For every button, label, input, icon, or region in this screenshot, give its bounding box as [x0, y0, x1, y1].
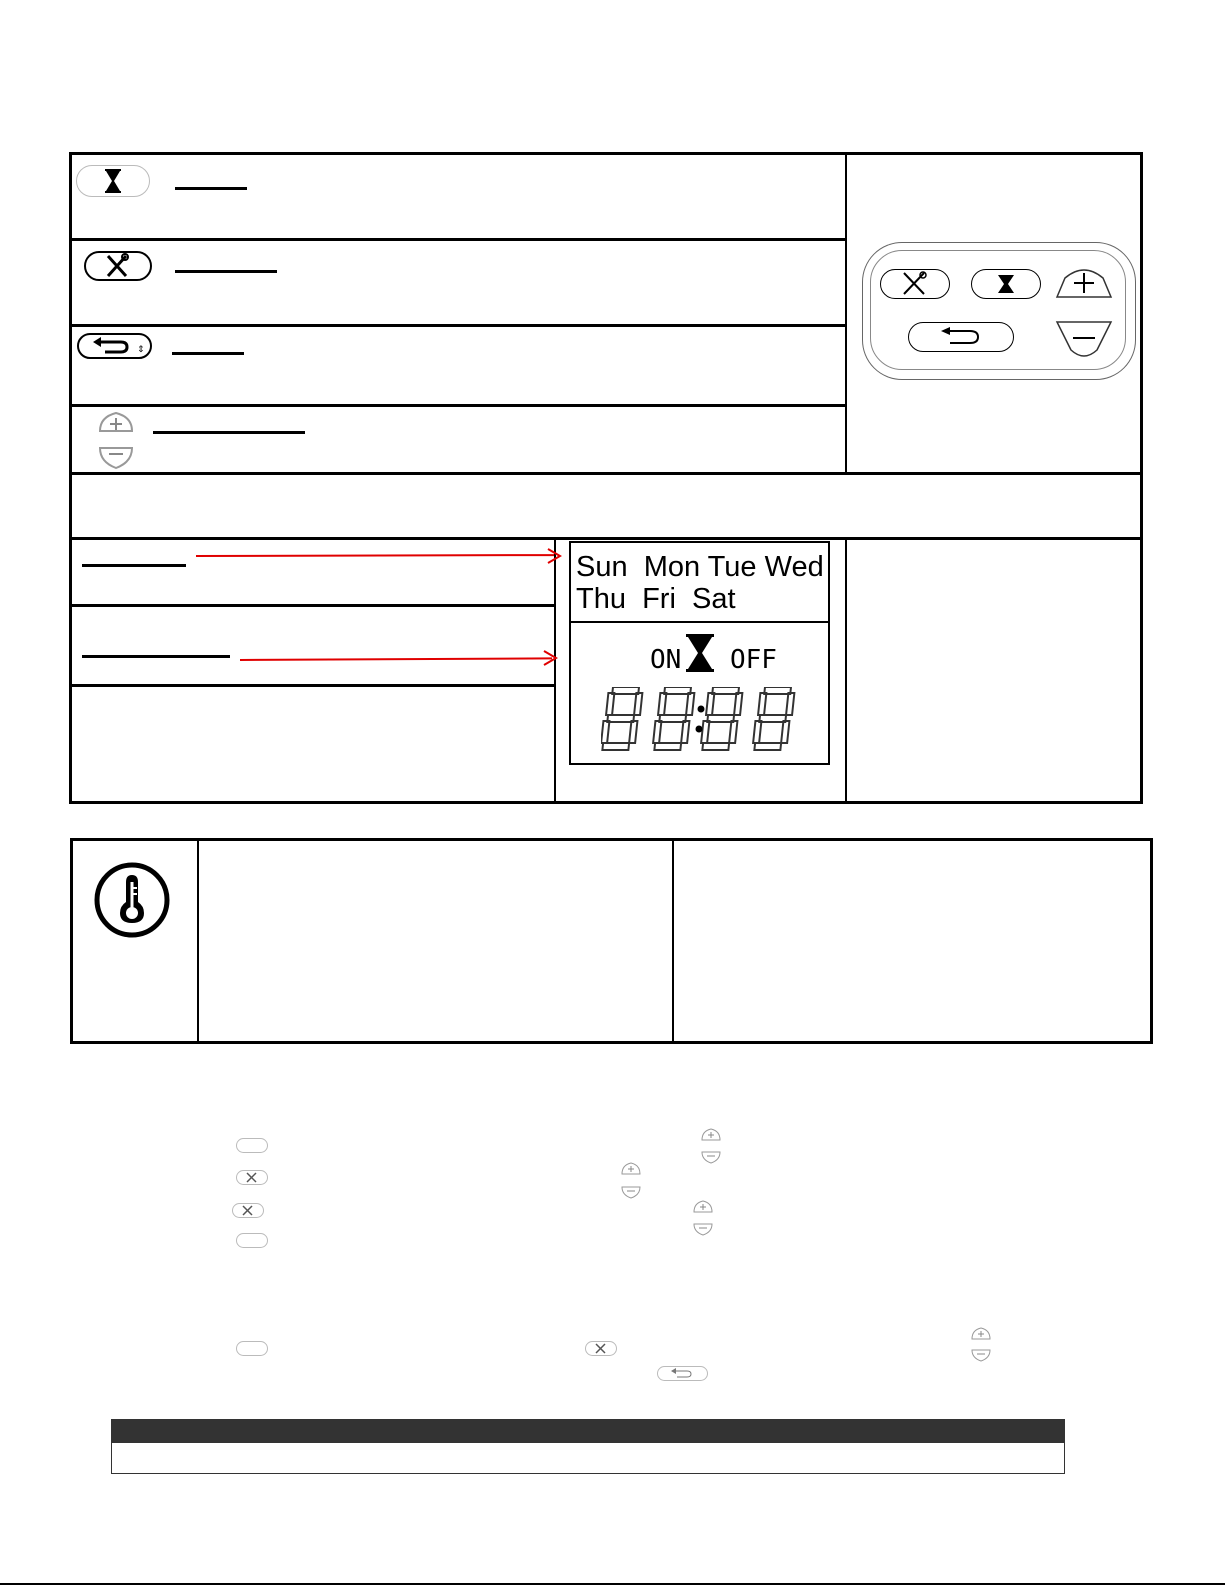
inline-plus-icon-1 — [700, 1127, 722, 1143]
table-divider-right — [845, 152, 847, 474]
lcd-days-row1: Sun Mon Tue Wed — [576, 551, 824, 583]
minus-icon[interactable] — [96, 442, 136, 472]
caution-table — [70, 838, 1153, 1044]
lcd-time-box — [569, 621, 830, 765]
lower-divider-a — [554, 537, 556, 804]
timer-label-underline — [175, 187, 247, 190]
back-button[interactable] — [77, 333, 152, 359]
tools-icon — [236, 1170, 268, 1185]
inline-settings-button-1 — [236, 1170, 268, 1185]
keypad-plus-button[interactable] — [1055, 266, 1113, 300]
row-divider-1 — [69, 238, 846, 241]
settings-button[interactable] — [84, 251, 152, 281]
svg-text:⇕: ⇕ — [137, 345, 145, 355]
return-arrow-icon — [657, 1366, 708, 1381]
hourglass-icon — [685, 633, 715, 673]
row-divider-5 — [69, 537, 1143, 540]
row-divider-2 — [69, 324, 846, 327]
lower-left-divider-1 — [69, 604, 555, 607]
seven-segment-time — [601, 687, 862, 757]
inline-timer-button-1 — [236, 1138, 268, 1153]
keypad-back-button[interactable] — [908, 322, 1014, 352]
tools-icon — [232, 1203, 264, 1218]
inline-plus-icon-2 — [620, 1161, 642, 1177]
keypad-timer-button[interactable] — [971, 269, 1041, 299]
tools-icon — [880, 269, 950, 299]
row-divider-3 — [69, 404, 846, 407]
timer-button[interactable] — [76, 165, 150, 197]
inline-settings-button-3 — [585, 1341, 617, 1356]
lower-left-divider-2 — [69, 684, 555, 687]
settings-label-underline — [175, 270, 277, 273]
day-label-underline — [82, 564, 186, 567]
inline-timer-button-3 — [236, 1341, 268, 1356]
lower-divider-b — [845, 537, 847, 804]
return-arrow-icon — [908, 322, 1014, 352]
back-label-underline — [172, 352, 244, 355]
tools-icon — [84, 251, 152, 281]
hourglass-icon — [971, 269, 1041, 299]
thermometer-icon — [92, 860, 172, 940]
inline-settings-button-2 — [232, 1203, 264, 1218]
lcd-days-box — [569, 541, 830, 623]
plus-icon[interactable] — [96, 409, 136, 439]
inline-minus-icon-3 — [692, 1221, 714, 1237]
inline-timer-button-2 — [236, 1233, 268, 1248]
lcd-off-label: OFF — [730, 645, 777, 675]
keypad-minus-button[interactable] — [1055, 320, 1113, 364]
adjust-label-underline — [153, 431, 305, 434]
return-arrow-icon — [77, 333, 152, 359]
inline-back-button — [657, 1366, 708, 1381]
keypad-settings-button[interactable] — [880, 269, 950, 299]
caution-divider-1 — [197, 838, 199, 1044]
footer-box — [111, 1442, 1065, 1474]
hourglass-icon — [76, 165, 150, 197]
time-label-underline — [82, 655, 230, 658]
footer-bar — [111, 1419, 1065, 1443]
lcd-on-label: ON — [650, 645, 682, 675]
inline-minus-icon-4 — [970, 1347, 992, 1363]
day-arrowhead — [546, 548, 562, 564]
tools-icon — [585, 1341, 617, 1356]
lcd-days-row2: Thu Fri Sat — [576, 583, 736, 615]
inline-minus-icon-1 — [700, 1149, 722, 1165]
inline-minus-icon-2 — [620, 1184, 642, 1200]
row-divider-4 — [69, 472, 1143, 475]
caution-divider-2 — [672, 838, 674, 1044]
time-arrowhead — [542, 650, 558, 666]
inline-plus-icon-4 — [970, 1326, 992, 1342]
inline-plus-icon-3 — [692, 1199, 714, 1215]
